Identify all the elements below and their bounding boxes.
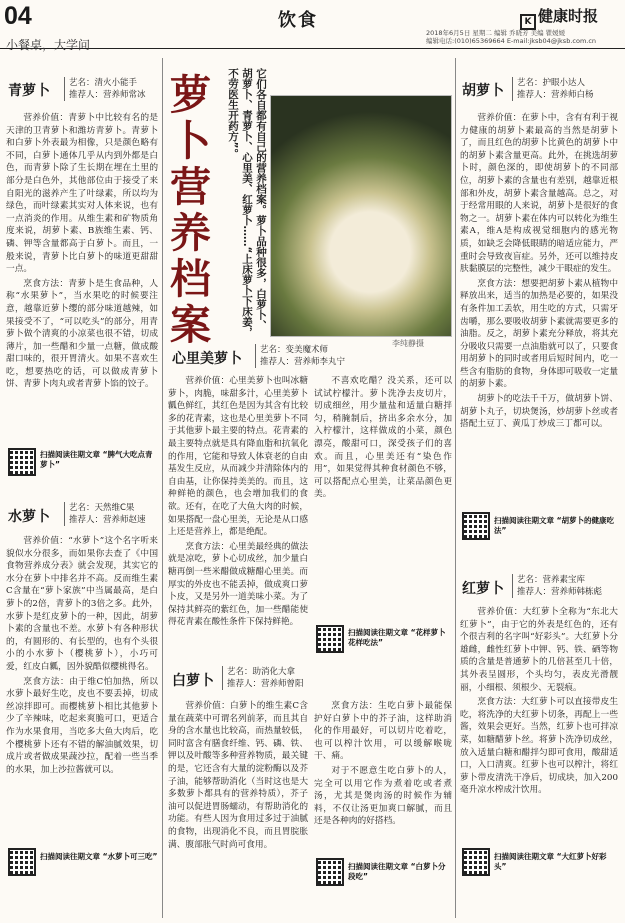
byline-hongluobo bbox=[512, 574, 622, 598]
masthead-logo bbox=[520, 5, 598, 30]
qr-caption-huluobo: 扫描阅读往期文章 “胡萝卜的健康吃法” bbox=[494, 516, 615, 535]
feature-photo bbox=[270, 95, 452, 337]
paragraph: 营养价值：心里美萝卜也叫冰糖萝卜，肉脆，味甜多汁，心里美萝卜瓤色鲜红，其红色是因为其含有比较多的花青素，这也是心里美萝卜不同于其他萝卜最主要的特点。花青素的最主要特点就是具有降血脂和抗氧化的作用，它能和导致人体衰老的自由基发生反应，从而减少并清除体内的自由基，让你保持美美的。而且，这种鲜艳的颜色，也会增加我们的食欲。还有，在吃了大鱼大肉的时候，如果搭配一盘心里美，无论是从口感上还是营养上，都是绝配。 bbox=[168, 376, 308, 538]
section-title: 饮食 bbox=[278, 10, 318, 31]
qr-caption-hongluobo: 扫描阅读往期文章 “大红萝卜好彩头” bbox=[494, 852, 607, 871]
byline-alias: 艺名：护眼小达人 bbox=[517, 78, 586, 88]
byline-alias: 艺名：营养素宝库 bbox=[517, 575, 586, 585]
byline-recommender: 推荐人：营养师李丸宁 bbox=[260, 357, 346, 367]
feature-title: 萝卜营养档案 bbox=[170, 71, 211, 349]
article-bailuobo-col2 bbox=[314, 700, 452, 848]
article-huluobo bbox=[460, 112, 618, 497]
article-xinlimei-col1 bbox=[168, 375, 308, 665]
qr-caption-bailuobo: 扫描阅读往期文章 “白萝卜分段吃” bbox=[348, 862, 446, 881]
qr-code-icon[interactable] bbox=[462, 848, 490, 876]
paragraph: 营养价值：青萝卜中比较有名的是天津的卫青萝卜和潍坊青萝卜。青萝卜和白萝卜外表最为相像，只是颜色略有不同，白萝卜通体几乎从内到外都是白色，而青萝卜除了生长期在埋在土里的部分是白色外，其他部位由于接受了来自阳光的滋养产生了叶绿素，所以均为绿色，而叶绿素其实对人体来说，也有一点消炎的作用。从维生素和矿物质角度来说，胡萝卜素、B族维生素、钙、磷、钾等含量都高于白萝卜。而且，一般来说，青萝卜比白萝卜的味道更甜甜一点。 bbox=[6, 113, 158, 275]
column-divider bbox=[162, 58, 163, 918]
qr-caption-xinlimei: 扫描阅读往期文章 “花样萝卜花样吃法” bbox=[348, 628, 446, 647]
byline-huluobo bbox=[512, 77, 622, 101]
qr-code-icon[interactable] bbox=[462, 512, 490, 540]
byline-recommender: 推荐人：营养师韩栋彪 bbox=[517, 587, 603, 597]
column-divider bbox=[455, 58, 456, 918]
meta-line-1: 2018年6月5日 星期二 编辑 乔晓芳 美编 瞿媛媛 bbox=[426, 29, 566, 37]
byline-alias: 艺名：天然维C果 bbox=[69, 503, 135, 513]
page-number: 04 bbox=[4, 2, 32, 30]
article-hongluobo bbox=[460, 606, 618, 838]
byline-alias: 艺名：助消化大拿 bbox=[227, 667, 296, 677]
section-heading-xinlimei: 心里美萝卜 bbox=[172, 351, 242, 367]
paragraph: 烹食方法：由于维C怕加热，所以水萝卜最好生吃，皮也不要丢掉，切成丝凉拌即可。而樱桃萝卜相比其他萝卜少了辛辣味，吃起来爽脆可口，更适合作为水果食用，当吃多大鱼大肉后，吃个樱桃萝卜还有不错的解油腻效果，切成片或者做成果蔬沙拉，配着一些当季的水果，加上沙拉酱就可以。 bbox=[6, 676, 158, 775]
article-qingluobo bbox=[6, 112, 158, 430]
paragraph: 营养价值：白萝卜的维生素C含量在蔬菜中可谓名列前茅，而且其自身的含水量也比较高，而热量较低，同时富含有膳食纤维、钙、磷、铁、钾以及叶酸等多种营养物质，最关键的是，它还含有大量的淀粉酶以及芥子油，能够帮助消化（当时这也是大多数萝卜都具有的营养特质），芥子油可以促进胃肠蠕动，有帮助消化的功能。有些人因为食用过多过于油腻的食物，出现消化不良，而且胃脘胀满、腹部胀气时尚可食用。 bbox=[168, 701, 308, 850]
section-heading-bailuobo: 白萝卜 bbox=[172, 673, 214, 689]
paragraph: 烹食方法：心里美最经典的做法就是凉吃，萝卜心切成丝，加少量白糖再倒一些米醋做成糖醋心里美。而厚实的外皮也不能丢掉，做成爽口萝卜皮，又是另外一道美味小菜。为了保持其鲜亮的紫红色，加一些醋能使得花青素在酸性条件下保持鲜艳。 bbox=[168, 541, 308, 628]
byline-bailuobo bbox=[222, 666, 347, 690]
byline-xinlimei bbox=[255, 344, 380, 368]
section-heading-shuiluobo: 水萝卜 bbox=[8, 509, 50, 525]
byline-shuiluobo bbox=[64, 502, 161, 526]
paragraph: 烹食方法：青萝卜是生食品种，人称“水果萝卜”，当水果吃的时候要注意，越靠近萝卜缨的部分味道越辣，如果接受不了，“可以吃头”的部分，用青萝卜做个清爽的小凉菜也很不错，切成薄片，加一些醋和少量一点糖，做成酸甜口味的，很开胃清火。如果不喜欢生吃，想要热吃的话，可以做成青萝卜饼、青萝卜肉丸或者青萝卜馅的饺子。 bbox=[6, 278, 158, 390]
byline-recommender: 推荐人：营养师赵速 bbox=[69, 515, 146, 525]
feature-intro: 它们各自都有自己的营养档案。萝卜品种很多，白萝卜、胡萝卜、青萝卜、心里美、红萝卜……“上床萝卜下床姜，不劳医生开药方”。 bbox=[227, 68, 267, 338]
paragraph: 胡萝卜的吃法千千万，做胡萝卜饼、胡萝卜丸子，切块煲汤，炒胡萝卜丝或者搭配土豆丁、黄瓜丁炒成三丁都可以。 bbox=[460, 394, 618, 430]
paragraph: 烹食方法：生吃白萝卜最能保护好白萝卜中的芥子油，这样助消化的作用最好，可以切片吃着吃，也可以榨汁饮用，可以缓解喉咙干、痛。 bbox=[314, 701, 452, 762]
paragraph: 烹食方法：想要把胡萝卜素从植物中释放出来，适当的加热是必要的，如果没有条件加工丢软，用生吃的方式，只需牙齿嚼，那么要吸收胡萝卜素就需要更多的油脂。反之，胡萝卜素充分释放，将其充分吸收只需要一点油脂就可以了，只要食用胡萝卜的同时或者用后短时间内，吃一些含有脂肪的食物，身体即可吸收一定量的胡萝卜素。 bbox=[460, 278, 618, 390]
column-tag: 小餐桌，大学问 bbox=[6, 38, 91, 52]
article-bailuobo-col1 bbox=[168, 700, 308, 915]
meta-line-2: 编辑电话:(010)65369664 E-mail:jksb04@jksb.com.cn bbox=[426, 37, 597, 45]
paragraph: 对于不愿意生吃白萝卜的人，完全可以用它作为煮着吃或者煮汤，尤其是煲肉汤的时候作为辅料，不仅让汤更加爽口解腻，而且还是各种肉的好搭档。 bbox=[314, 765, 452, 827]
paragraph: 烹食方法：大红萝卜可以直接带皮生吃，将洗净的大红萝卜切条，再配上一些酱，效果会更好。当然，红萝卜也可拌凉菜，如糖醋萝卜丝。将萝卜洗净切成丝，放入适量白糖和醋拌匀即可食用，酸甜适口，入口清爽。红萝卜也可以榨汁，将红萝卜带皮清洗干净后，切成块，加入200毫升凉水榨成汁饮用。 bbox=[460, 697, 618, 796]
section-heading-huluobo: 胡萝卜 bbox=[462, 83, 504, 99]
article-shuiluobo bbox=[6, 535, 158, 835]
byline-qingluobo bbox=[64, 77, 161, 101]
qr-caption-qingluobo: 扫描阅读往期文章 “脾气大吃点青萝卜” bbox=[40, 450, 153, 469]
paragraph: 营养价值：大红萝卜全称为“东北大红萝卜”，由于它的外表是红色的，还有个很吉利的名字叫“好彩头”。大红萝卜分雄雌，雌性红萝卜中钾、钙、铁、硒等物质的含量是普通萝卜的几倍甚至几十倍，其外表呈圆形，个头均匀，表皮光滑靓丽，小细根、须根少、无裂痕。 bbox=[460, 607, 618, 693]
photo-credit: 李纯静摄 bbox=[392, 339, 424, 348]
qr-caption-shuiluobo: 扫描阅读往期文章 “水萝卜可三吃” bbox=[40, 852, 158, 861]
section-heading-qingluobo: 青萝卜 bbox=[8, 83, 50, 99]
qr-code-icon[interactable] bbox=[8, 448, 36, 476]
qr-code-icon[interactable] bbox=[316, 625, 344, 653]
byline-recommender: 推荐人：营养师曾阳 bbox=[227, 679, 304, 689]
paragraph: 不喜欢吃醋？没关系，还可以试试柠檬汁。萝卜洗净去皮切片，切成细丝，用少量盐和适量白糖拌匀，稍腌制后，挤出多余水分，加入柠檬汁，这样做成的小菜，颜色漂亮，酸甜可口，深受孩子们的喜欢。而且，心里美还有“染色作用”，如果觉得其种食材颜色不够，可以搭配点心里美，让菜品颜色更美。 bbox=[314, 376, 452, 500]
article-xinlimei-col2 bbox=[314, 375, 452, 613]
edition-meta bbox=[426, 29, 596, 45]
byline-alias: 艺名：变美魔术师 bbox=[260, 345, 329, 355]
logo-mark-icon: K bbox=[520, 14, 536, 30]
qr-code-icon[interactable] bbox=[8, 848, 36, 876]
section-heading-hongluobo: 红萝卜 bbox=[462, 581, 504, 597]
qr-code-icon[interactable] bbox=[316, 858, 344, 886]
paragraph: 营养价值：在萝卜中，含有有利于视力健康的胡萝卜素最高的当然是胡萝卜了，而且红色的胡萝卜比黄色的胡萝卜中的胡萝卜素含量更高。此外，在挑选胡萝卜时，颜色深的，即使胡萝卜的不同部位，胡萝卜素的含量也有差别，越靠近根部和外皮，胡萝卜素含量越高。总之，对于经常用眼的人来说，胡萝卜是很好的食物之一。胡萝卜素在体内可以转化为维生素A，维A是构成视觉细胞内的感光物质，如缺乏会降低眼睛的暗适应能力，严重时会导致夜盲症。另外，还可以维持皮肤黏膜层的完整性，减少干眼症的发生。 bbox=[460, 113, 618, 275]
paragraph: 营养价值：“水萝卜”这个名字听来貌似水分很多，而如果你去查了《中国食物营养成分表》就会发现，其实它的水分在萝卜中排名并不高。反而维生素C含量在“萝卜家族”中当属最高，是白萝卜的2倍，青萝卜的3倍之多。此外，水萝卜是红皮萝卜的一种，因此，胡萝卜素的含量也不差。水萝卜有各种形状的，有圆形的、有长型的，也有个头很小的小水萝卜（樱桃萝卜），小巧可爱，红皮白瓤，因外貌酷似樱桃得名。 bbox=[6, 536, 158, 672]
byline-recommender: 推荐人：营养师白杨 bbox=[517, 90, 594, 100]
page-header bbox=[0, 0, 625, 52]
logo-text: 健康时报 bbox=[538, 7, 599, 25]
byline-alias: 艺名：清火小能手 bbox=[69, 78, 138, 88]
byline-recommender: 推荐人：营养师常冰 bbox=[69, 90, 146, 100]
